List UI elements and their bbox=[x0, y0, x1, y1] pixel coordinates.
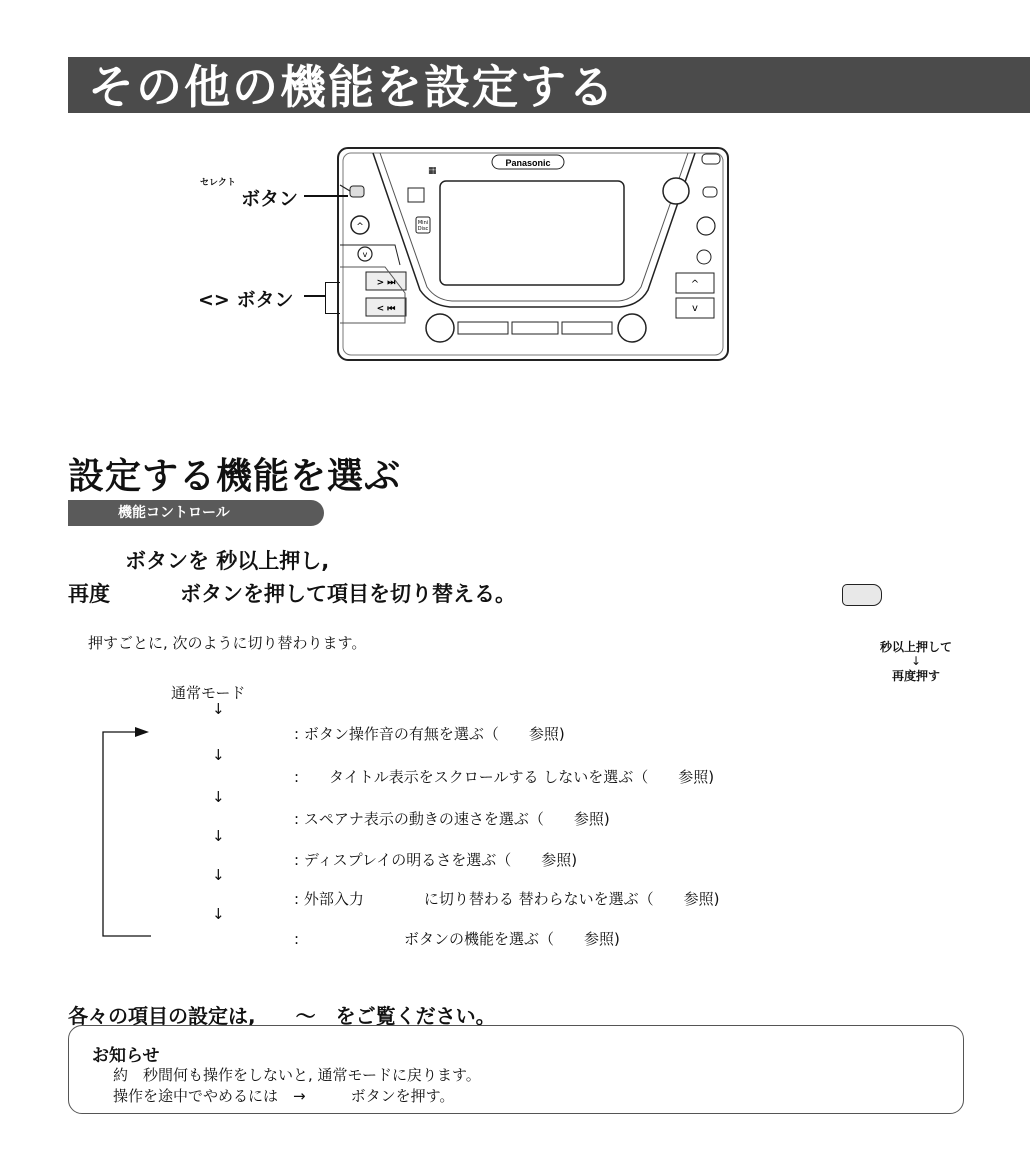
flow-item-0: : ボタン操作音の有無を選ぶ（ 参照) bbox=[294, 725, 565, 743]
flow-item-5: : ボタンの機能を選ぶ（ 参照) bbox=[294, 930, 620, 948]
flow-item-2: : スペアナ表示の動きの速さを選ぶ（ 参照) bbox=[294, 810, 610, 828]
select-button-icon bbox=[842, 584, 882, 606]
flow-arrow-0: ↓ bbox=[212, 700, 225, 718]
function-control-tag-label: 機能コントロール bbox=[118, 505, 230, 521]
flow-start: 通常モード bbox=[171, 684, 246, 702]
lr-callout-line bbox=[304, 295, 326, 297]
flow-arrow-4: ↓ bbox=[212, 866, 225, 884]
device-illustration bbox=[190, 145, 735, 365]
function-control-tag bbox=[68, 500, 324, 526]
svg-text:▦: ▦ bbox=[428, 166, 437, 176]
flow-arrow-5: ↓ bbox=[212, 905, 225, 923]
section-title: 設定する機能を選ぶ bbox=[68, 456, 402, 497]
svg-text:^: ^ bbox=[356, 222, 364, 232]
car-audio-unit-drawing bbox=[190, 145, 735, 365]
loop-back-arrow bbox=[95, 720, 185, 945]
svg-text:v: v bbox=[692, 303, 698, 314]
prev-button-label: < ⏮ bbox=[376, 304, 396, 314]
page-title: その他の機能を設定する bbox=[88, 60, 616, 114]
lr-button-label: <> ボタン bbox=[198, 289, 294, 311]
select-callout-line bbox=[304, 195, 348, 197]
lr-callout-bracket bbox=[325, 282, 340, 314]
svg-text:Disc: Disc bbox=[417, 226, 429, 232]
instruction-line-1: ボタンを 秒以上押し, bbox=[125, 549, 330, 573]
instruction-line-2: ボタンを押して項目を切り替える。 bbox=[180, 582, 516, 606]
notice-line-1: 約 秒間何も操作をしないと, 通常モードに戻ります。 bbox=[113, 1066, 481, 1084]
svg-text:v: v bbox=[362, 250, 368, 259]
notice-line-2: 操作を途中でやめるには → ボタンを押す。 bbox=[113, 1087, 455, 1105]
side-note-bottom: 再度押す bbox=[891, 669, 940, 683]
flow-item-3: : ディスプレイの明るさを選ぶ（ 参照) bbox=[294, 851, 578, 869]
flow-item-4: : 外部入力 に切り替わる 替わらないを選ぶ（ 参照) bbox=[294, 890, 720, 908]
switch-note: 押すごとに, 次のように切り替わります。 bbox=[88, 634, 367, 652]
notice-title: お知らせ bbox=[92, 1046, 160, 1066]
footer-instruction: 各々の項目の設定は, ～ をご覧ください。 bbox=[68, 1004, 496, 1028]
select-button-label-small: セレクト bbox=[200, 178, 236, 188]
flow-arrow-3: ↓ bbox=[212, 827, 225, 845]
next-button-label: > ⏭ bbox=[376, 278, 396, 288]
flow-item-1: : タイトル表示をスクロールする しないを選ぶ（ 参照) bbox=[294, 768, 715, 786]
side-note-arrow: ↓ bbox=[910, 654, 922, 668]
side-note-top: 秒以上押して bbox=[879, 640, 952, 654]
svg-text:Mini: Mini bbox=[417, 220, 429, 226]
select-button-label: ボタン bbox=[241, 188, 299, 210]
svg-text:^: ^ bbox=[690, 279, 700, 290]
instruction-line-2-prefix: 再度 bbox=[68, 582, 110, 606]
flow-arrow-2: ↓ bbox=[212, 788, 225, 806]
flow-arrow-1: ↓ bbox=[212, 746, 225, 764]
page-title-banner bbox=[68, 57, 1030, 113]
brand-logo: Panasonic bbox=[505, 158, 551, 168]
